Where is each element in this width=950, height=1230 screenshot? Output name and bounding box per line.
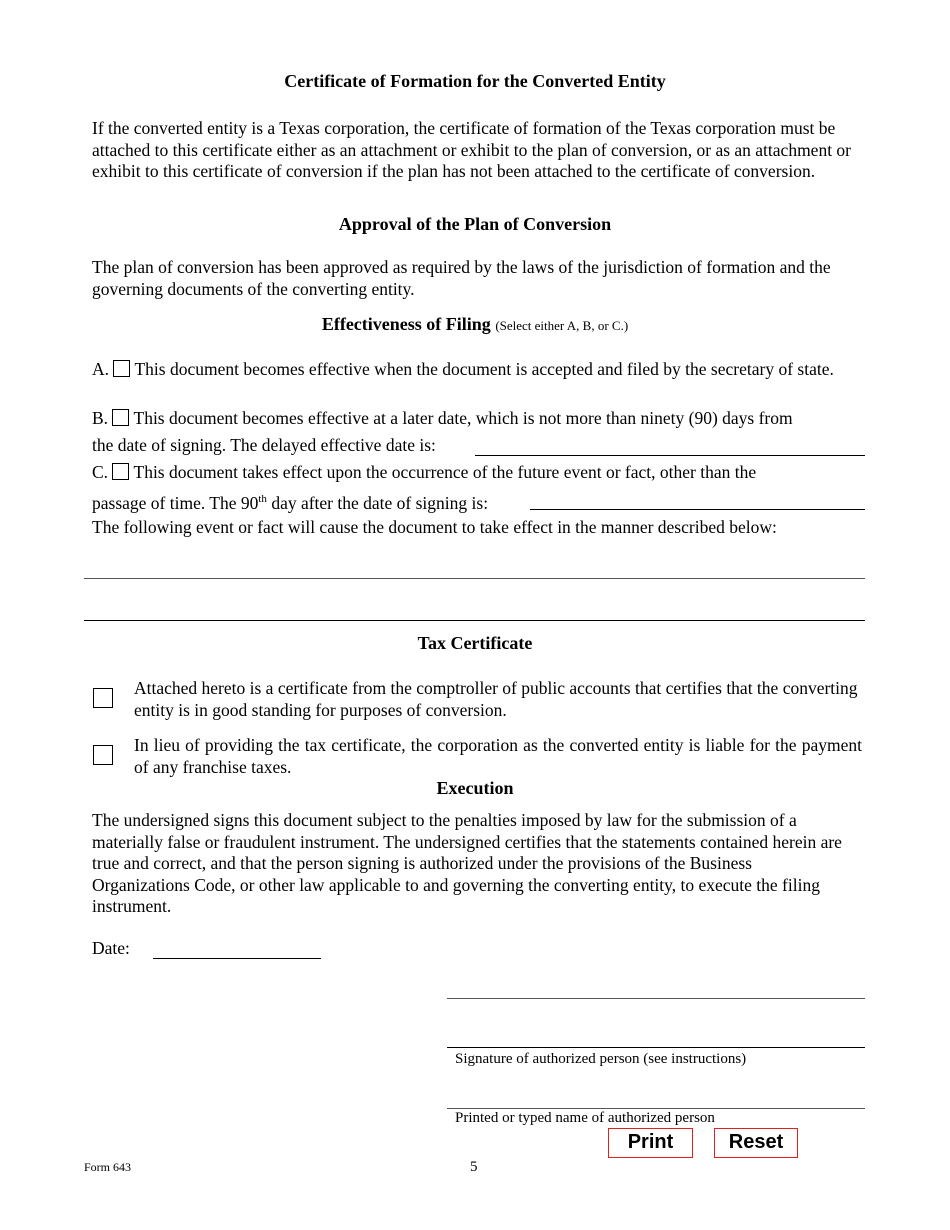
tax-option-1-checkbox[interactable] (93, 688, 113, 708)
formation-text: If the converted entity is a Texas corporation, the certificate of formation of the Texas corporation must be attached to this certificate either as an attachment or exhibit to the plan of conversion, or as an attachment or exhibit to this certificate of conversion if the plan has not been attached to the certificate of conversion. (92, 118, 852, 181)
option-c-sup: th (258, 493, 267, 505)
option-a-checkbox[interactable] (113, 360, 130, 377)
tax-option-1-text: Attached hereto is a certificate from the comptroller of public accounts that certifies that the converting entity is in good standing for purposes of conversion. (134, 678, 858, 720)
effectiveness-note: (Select either A, B, or C.) (495, 318, 629, 333)
approval-text: The plan of conversion has been approved as required by the laws of the jurisdiction of formation and the governing documents of the converting entity. (92, 257, 831, 299)
date-field[interactable] (153, 958, 321, 959)
approval-heading: Approval of the Plan of Conversion (338, 214, 612, 234)
effectiveness-heading (0, 314, 950, 335)
execution-heading: Execution (436, 778, 514, 798)
event-text: The following event or fact will cause the document to take effect in the manner described below: (92, 517, 777, 537)
printed-name-field[interactable] (447, 1108, 865, 1109)
print-button[interactable]: Print (608, 1128, 693, 1158)
form-number: Form 643 (84, 1160, 132, 1174)
event-description-line-2[interactable] (84, 620, 865, 621)
reset-button[interactable]: Reset (714, 1128, 798, 1158)
event-description-line-1[interactable] (84, 578, 865, 579)
date-label: Date: (92, 938, 130, 958)
option-b-text1: This document becomes effective at a later date, which is not more than ninety (90) days from (133, 408, 793, 428)
option-b-line1 (92, 408, 862, 430)
option-a-text: This document becomes effective when the document is accepted and filed by the secretary of state. (134, 359, 834, 379)
option-c-checkbox[interactable] (112, 463, 129, 480)
option-a-letter: A. (92, 359, 110, 379)
printed-name-caption: Printed or typed name of authorized person (455, 1110, 715, 1126)
option-c-text2a: passage of time. The 90 (92, 492, 259, 513)
tax-option-2-checkbox[interactable] (93, 745, 113, 765)
effectiveness-title: Effectiveness of Filing (321, 314, 491, 334)
ninetieth-day-field[interactable] (530, 509, 865, 510)
option-b-checkbox[interactable] (112, 409, 129, 426)
option-b-letter: B. (92, 408, 109, 428)
option-c-line1 (92, 462, 862, 484)
option-b-text2: the date of signing. The delayed effective date is: (92, 435, 436, 455)
formation-heading: Certificate of Formation for the Converted Entity (284, 71, 666, 91)
delayed-date-field[interactable] (475, 455, 865, 456)
option-c-letter: C. (92, 462, 109, 482)
tax-heading: Tax Certificate (417, 633, 533, 653)
option-a (92, 359, 862, 381)
signature-caption: Signature of authorized person (see instructions) (455, 1051, 747, 1067)
option-c-text2b: day after the date of signing is: (266, 492, 489, 513)
option-c-line2 (92, 489, 862, 514)
page-number: 5 (470, 1159, 478, 1175)
execution-text: The undersigned signs this document subject to the penalties imposed by law for the submission of a materially false or fraudulent instrument. The undersigned certifies that the statements contained herein are true and correct, and that the person signing is authorized under the provisions of the Business Organizations Code, or other law applicable to and governing the converting entity, to execute the filing instrument. (92, 810, 842, 916)
signature-line-top (447, 998, 865, 999)
tax-option-2-text: In lieu of providing the tax certificate, the corporation as the converted entity is liable for the payment of any franchise taxes. (134, 735, 862, 777)
signature-field[interactable] (447, 1047, 865, 1048)
option-c-text1: This document takes effect upon the occurrence of the future event or fact, other than the (133, 462, 757, 482)
